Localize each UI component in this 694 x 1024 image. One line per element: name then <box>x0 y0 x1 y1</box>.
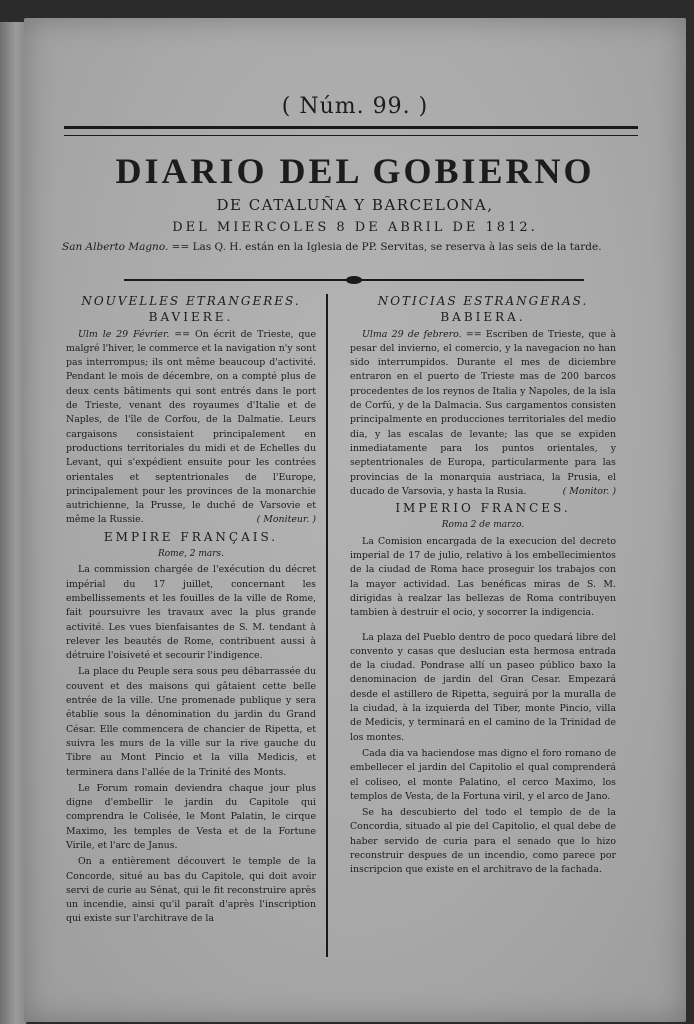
article-paragraph: Cada dia va haciendose mas digno el foro romano de embellecer el jardin del Capitolio el qual comprenderá el coliseo, el monte Palatino, el cerco Maximo, los templos de Vesta, de la Fortuna viril, y el arco de Jano. <box>350 747 616 802</box>
newspaper-page <box>24 18 686 1022</box>
newspaper-title: DIARIO DEL GOBIERNO <box>115 151 595 191</box>
section-dateline: Rome, 2 mars. <box>157 549 225 560</box>
article-source: ( Monitor. ) <box>562 485 616 497</box>
article-dateline: Ulma 29 de febrero. <box>362 328 462 340</box>
article-paragraph: La plaza del Pueblo dentro de poco quedará libre del convento y casas que deslucian esta hermosa entrada de la ciudad. Pondrase allí un paseo público baxo la denominacion de jardin del Gran Cesar. Empezará desde el astillero de Ripetta, seguirá por la muralla de la ciudad, à la izquierda del Tiber, monte Pincio, villa de Medicis, y terminará en el camino de la Trinidad de los montes. <box>350 631 616 743</box>
section-title: EMPIRE FRANÇAIS. <box>103 529 279 544</box>
saint-notice-text: == Las Q. H. están en la Iglesia de PP. Servitas, se reserva à las seis de la tarde. <box>168 241 602 253</box>
article-paragraph: La commission chargée de l'exécution du décret impérial du 17 juillet, concernant les embellissements et les fouilles de la ville de Rome, fait poursuivre les travaux avec la plus grande activité. Les vues bienfaisantes de S. M. tendant à relever les beautés de Rome, contribuent aussi à détruire l'oisiveté et secourir l'indigence. <box>66 564 316 662</box>
saint-name: San Alberto Magno. <box>62 241 169 253</box>
column-heading: NOUVELLES ETRANGERES. <box>81 294 301 308</box>
masthead-rule <box>64 126 638 136</box>
article-paragraph: Se ha descubierto del todo el templo de de la Concordia, situado al pie del Capitolio, el qual debe de haber servido de curia para el senado que lo hizo reconstruir despues de un incendio, como parece por inscripcion que existe en el architravo de la fachada. <box>350 807 616 876</box>
facing-page-edge <box>0 22 27 1024</box>
issue-dateline: DEL MIERCOLES 8 DE ABRIL DE 1812. <box>172 220 538 235</box>
section-dateline: Roma 2 de marzo. <box>441 520 525 531</box>
section-title: IMPERIO FRANCES. <box>395 501 571 516</box>
column-heading: NOTICIAS ESTRANGERAS. <box>377 294 589 308</box>
article-paragraph: Ulma 29 de febrero. == Escriben de Trieste, que à pesar del invierno, el comercio, y la navegacion no han sido interrumpidos. Durante el mes de diciembre entraron en el puerto de Trieste mas de 200 barcos procedentes de los reynos de Italia y Napoles, de la isla de Corfú, y de la Dalmacia. Sus cargamentos consisten principalmente en producciones territoriales del medio dia, y las escalas de levante; las que se expiden inmediatamente para los puntos orientales, y septentrionales de Europa, particularmente para las provincias de la monarquia austriaca, la Prusia, el ducado de Varsovia, y hasta la Rusia. ( Monitor. ) <box>350 328 616 500</box>
article-paragraph: La place du Peuple sera sous peu débarrassée du couvent et des maisons qui gâtaient cette belle entrée de la ville. Une promenade publique y sera établie sous la dénomination du jardin du Grand César. Elle commencera de chancier de Ripetta, et suivra les murs de la ville sur la rive gauche du Tibre au Mont Pincio et la villa Medicis, et terminera dans l'allée de la Trinité des Monts. <box>66 666 316 778</box>
ornamental-rule <box>124 277 584 283</box>
left-column-french <box>66 294 316 929</box>
section-title: BAVIERE. <box>148 310 234 325</box>
right-column-spanish <box>350 294 616 880</box>
newspaper-subtitle: DE CATALUÑA Y BARCELONA, <box>216 196 494 214</box>
section-title: BABIERA. <box>440 310 526 325</box>
article-source: ( Moniteur. ) <box>256 514 316 526</box>
column-divider <box>326 294 328 957</box>
article-dateline: Ulm le 29 Février. <box>78 328 170 340</box>
article-paragraph: La Comision encargada de la execucion del decreto imperial de 17 de julio, relativo à los embellecimientos de la ciudad de Roma hace proseguir los trabajos con la mayor actividad. Las benéficas miras de S. M. dirigidas à realzar las bellezas de Roma contribuyen tambien à destruir el ocio, y socorrer la indigencia. <box>350 535 616 619</box>
saint-notice <box>62 240 642 254</box>
issue-number: ( Núm. 99. ) <box>281 94 429 119</box>
article-paragraph: Ulm le 29 Février. == On écrit de Trieste, que malgré l'hiver, le commerce et la navigation n'y sont pas interrompus; ils ont même beaucoup d'activité. Pendant le mois de décembre, on a compté plus de deux cents bâtiments qui sont entrés dans le port de Trieste, venant des royaumes d'Italie et de Naples, de l'île de Corfou, de la Dalmatie. Leurs cargaisons consistaient principalement en productions territoriales du midi et de Echelles du Levant, qui s'expédient ensuite pour les contrées orientales et septentrionales de l'Europe, principalement pour les provinces de la monarchie autrichienne, la Prusse, le duché de Varsovie et même la Russie. ( Moniteur. ) <box>66 328 316 528</box>
article-paragraph: Le Forum romain deviendra chaque jour plus digne d'embellir le jardin du Capitole qui comprendra le Colisée, le Mont Palatin, le cirque Maximo, les temples de Vesta et de la Fortune Virile, et l'arc de Janus. <box>66 782 316 851</box>
article-paragraph: On a entièrement découvert le temple de la Concorde, situé au bas du Capitole, qui doit avoir servi de curie au Sénat, qui le fit reconstruire après un incendie, ainsi qu'il paraît d'après l'inscription qui existe sur l'architrave de la <box>66 856 316 925</box>
